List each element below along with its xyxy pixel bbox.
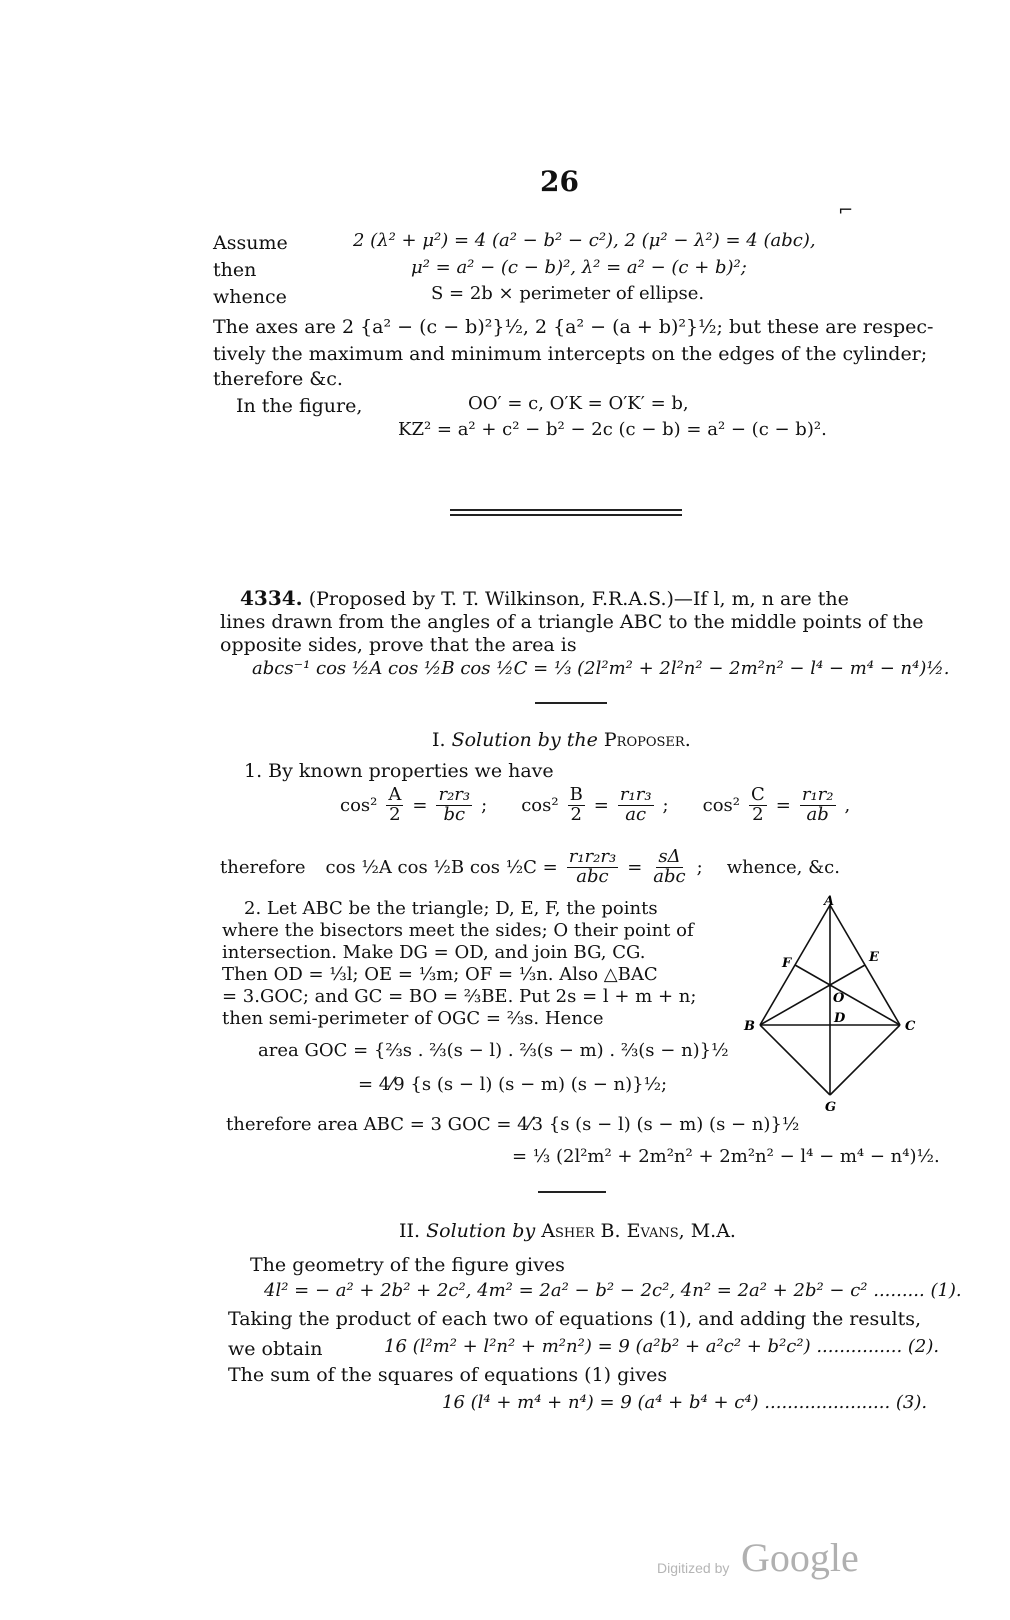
cos-b-num: B [569, 784, 583, 805]
problem-statement [240, 586, 849, 610]
section-rule-top [450, 509, 682, 511]
solution-2-para-3: The sum of the squares of equations (1) gives [228, 1364, 668, 1386]
therefore-equation: therefore cos ½A cos ½B cos ½C = $\frac{\text{r₁r₂r₃}}{\text{abc}}$ = $\frac{s\Delta}{\text{abc}}$ ; whence, &c. [220, 846, 840, 887]
cos-b-ratio [618, 786, 654, 825]
area-abc-line-1: therefore area ABC = 3 GOC = 4⁄3 {s (s − l) (s − m) (s − n)}½ [226, 1114, 800, 1135]
page-number: 26 [540, 165, 579, 198]
therefore-label: therefore [220, 856, 306, 878]
point-label-e: E [869, 950, 879, 965]
therefore-ratio-1 [567, 848, 618, 887]
t-num-1: r₁r₂r₃ [568, 846, 617, 867]
cos-c-num: C [750, 784, 765, 805]
solution-1-para-2-line-6: then semi-perimeter of OGC = ⅔s. Hence [222, 1008, 604, 1029]
cos-b-lhs: cos² [521, 794, 559, 816]
problem-line-1: (Proposed by T. T. Wilkinson, F.R.A.S.)—If l, m, n are the [308, 588, 849, 610]
triangle-figure [740, 895, 920, 1115]
segment-bg [760, 1025, 830, 1095]
short-rule-1 [535, 702, 607, 704]
cos-c-rden: ab [806, 803, 829, 825]
solution-1-para-2-line-1: 2. Let ABC be the triangle; D, E, F, the points [244, 898, 658, 919]
axes-line-3: therefore &c. [213, 368, 343, 390]
solution-1-heading [432, 729, 691, 751]
cos-c-rnum: r₁r₂ [801, 784, 834, 805]
solution-1-by: Solution by the [451, 729, 598, 751]
cos-a-half [386, 786, 403, 825]
cos-b-den: 2 [570, 803, 582, 825]
problem-formula: abcs⁻¹ cos ½A cos ½B cos ½C = ⅓ (2l²m² + 2l²n² − 2m²n² − l⁴ − m⁴ − n⁴)½. [252, 658, 950, 679]
area-goc-line-2: = 4⁄9 {s (s − l) (s − m) (s − n)}½; [358, 1074, 668, 1095]
cos-b-rden: ac [625, 803, 647, 825]
assume-equation: 2 (λ² + μ²) = 4 (a² − b² − c²), 2 (μ² − λ²) = 4 (abc), [353, 230, 816, 251]
point-label-d: D [834, 1011, 846, 1026]
kz-equation: KZ² = a² + c² − b² − 2c (c − b) = a² − (c − b)². [398, 419, 827, 440]
problem-line-2: lines drawn from the angles of a triangle ABC to the middle points of the [220, 611, 924, 633]
then-label: then [213, 259, 257, 281]
point-label-g: G [825, 1100, 837, 1115]
figure-equation: OO′ = c, O′K = O′K′ = b, [468, 393, 689, 414]
t-den-2: abc [653, 865, 686, 887]
axes-line-2: tively the maximum and minimum intercepts on the edges of the cylinder; [213, 343, 928, 365]
solution-1-name: Proposer. [603, 729, 691, 751]
solution-2-heading [399, 1220, 736, 1242]
whence-equation: S = 2b × perimeter of ellipse. [431, 283, 705, 304]
solution-2-num: II. [399, 1220, 421, 1242]
cos-c-lhs: cos² [702, 794, 740, 816]
assume-label: Assume [213, 232, 288, 254]
vertex-label-c: C [905, 1019, 916, 1034]
vertex-label-a: A [824, 895, 835, 909]
segment-cg [830, 1025, 900, 1095]
cos-a-ratio [436, 786, 472, 825]
cos-b-half [568, 786, 585, 825]
cos-a-lhs: cos² [340, 794, 378, 816]
margin-mark: ⌐ [838, 200, 854, 221]
solution-2-by: Solution by [426, 1220, 536, 1242]
solution-1-para-2-line-5: = 3.GOC; and GC = BO = ⅔BE. Put 2s = l + m + n; [222, 986, 697, 1007]
problem-line-3: opposite sides, prove that the area is [220, 634, 577, 656]
cos-a-rden: bc [443, 803, 466, 825]
solution-1-para-2-line-4: Then OD = ⅓l; OE = ⅓m; OF = ⅓n. Also △BAC [222, 964, 658, 985]
solution-2-para-2: Taking the product of each two of equations (1), and adding the results, [228, 1308, 922, 1330]
area-goc-line-1: area GOC = {⅔s . ⅔(s − l) . ⅔(s − m) . ⅔(s − n)}½ [258, 1040, 729, 1061]
point-label-o: O [833, 991, 845, 1006]
google-logo: Google [741, 1535, 859, 1580]
equation-3: 16 (l⁴ + m⁴ + n⁴) = 9 (a⁴ + b⁴ + c⁴) ...................... (3). [442, 1392, 928, 1413]
problem-number: 4334. [240, 586, 303, 610]
solution-1-num: I. [432, 729, 446, 751]
therefore-ratio-2 [651, 848, 687, 887]
t-den-1: abc [576, 865, 609, 887]
cos-b-rnum: r₁r₃ [619, 784, 652, 805]
cos-a-num: A [388, 784, 402, 805]
therefore-lhs: cos ½A cos ½B cos ½C = [325, 856, 558, 878]
therefore-tail: whence, &c. [726, 856, 840, 878]
point-label-f: F [782, 956, 792, 971]
area-abc-line-2: = ⅓ (2l²m² + 2m²n² + 2m²n² − l⁴ − m⁴ − n⁴)½. [512, 1146, 940, 1167]
equation-1: 4l² = − a² + 2b² + 2c², 4m² = 2a² − b² − 2c², 4n² = 2a² + 2b² − c² ......... (1). [264, 1280, 962, 1301]
whence-label: whence [213, 286, 287, 308]
section-rule-bottom [450, 514, 682, 516]
figure-label: In the figure, [236, 395, 363, 417]
vertex-label-b: B [744, 1019, 755, 1034]
solution-1-para-2-line-3: intersection. Make DG = OD, and join BG, CG. [222, 942, 646, 963]
then-equation: μ² = a² − (c − b)², λ² = a² − (c + b)²; [411, 257, 747, 278]
short-rule-2 [538, 1191, 606, 1193]
cos-c-ratio [800, 786, 836, 825]
solution-1-para-1: 1. By known properties we have [244, 760, 554, 782]
t-num-2: sΔ [658, 846, 681, 867]
cos-c-half [749, 786, 767, 825]
median-cf [795, 965, 900, 1025]
solution-2-name: Asher B. Evans, M.A. [541, 1220, 736, 1242]
median-be [760, 965, 865, 1025]
solution-1-para-2-line-2: where the bisectors meet the sides; O their point of [222, 920, 694, 941]
solution-2-para-1: The geometry of the figure gives [250, 1254, 565, 1276]
equation-2: 16 (l²m² + l²n² + m²n²) = 9 (a²b² + a²c² + b²c²) ............... (2). [384, 1336, 940, 1357]
footer-digitized-text: Digitized by [657, 1560, 730, 1576]
cos-a-den: 2 [389, 803, 401, 825]
axes-line-1: The axes are 2 {a² − (c − b)²}½, 2 {a² − (a + b)²}½; but these are respec- [213, 316, 934, 338]
cos-squared-equations: cos² $\frac{A}{2}$ = $\frac{\text{r₂r₃}}{bc}$ ; cos² $\frac{B}{2}$ = $\frac{\text{r₁r₃}}{ac}$ ; cos² $\frac{C}{2}$ = $\frac{\text{r₁r₂}}{ab}$ , [340, 784, 851, 825]
cos-c-den: 2 [752, 803, 764, 825]
we-obtain-label: we obtain [228, 1338, 323, 1360]
cos-a-rnum: r₂r₃ [438, 784, 471, 805]
